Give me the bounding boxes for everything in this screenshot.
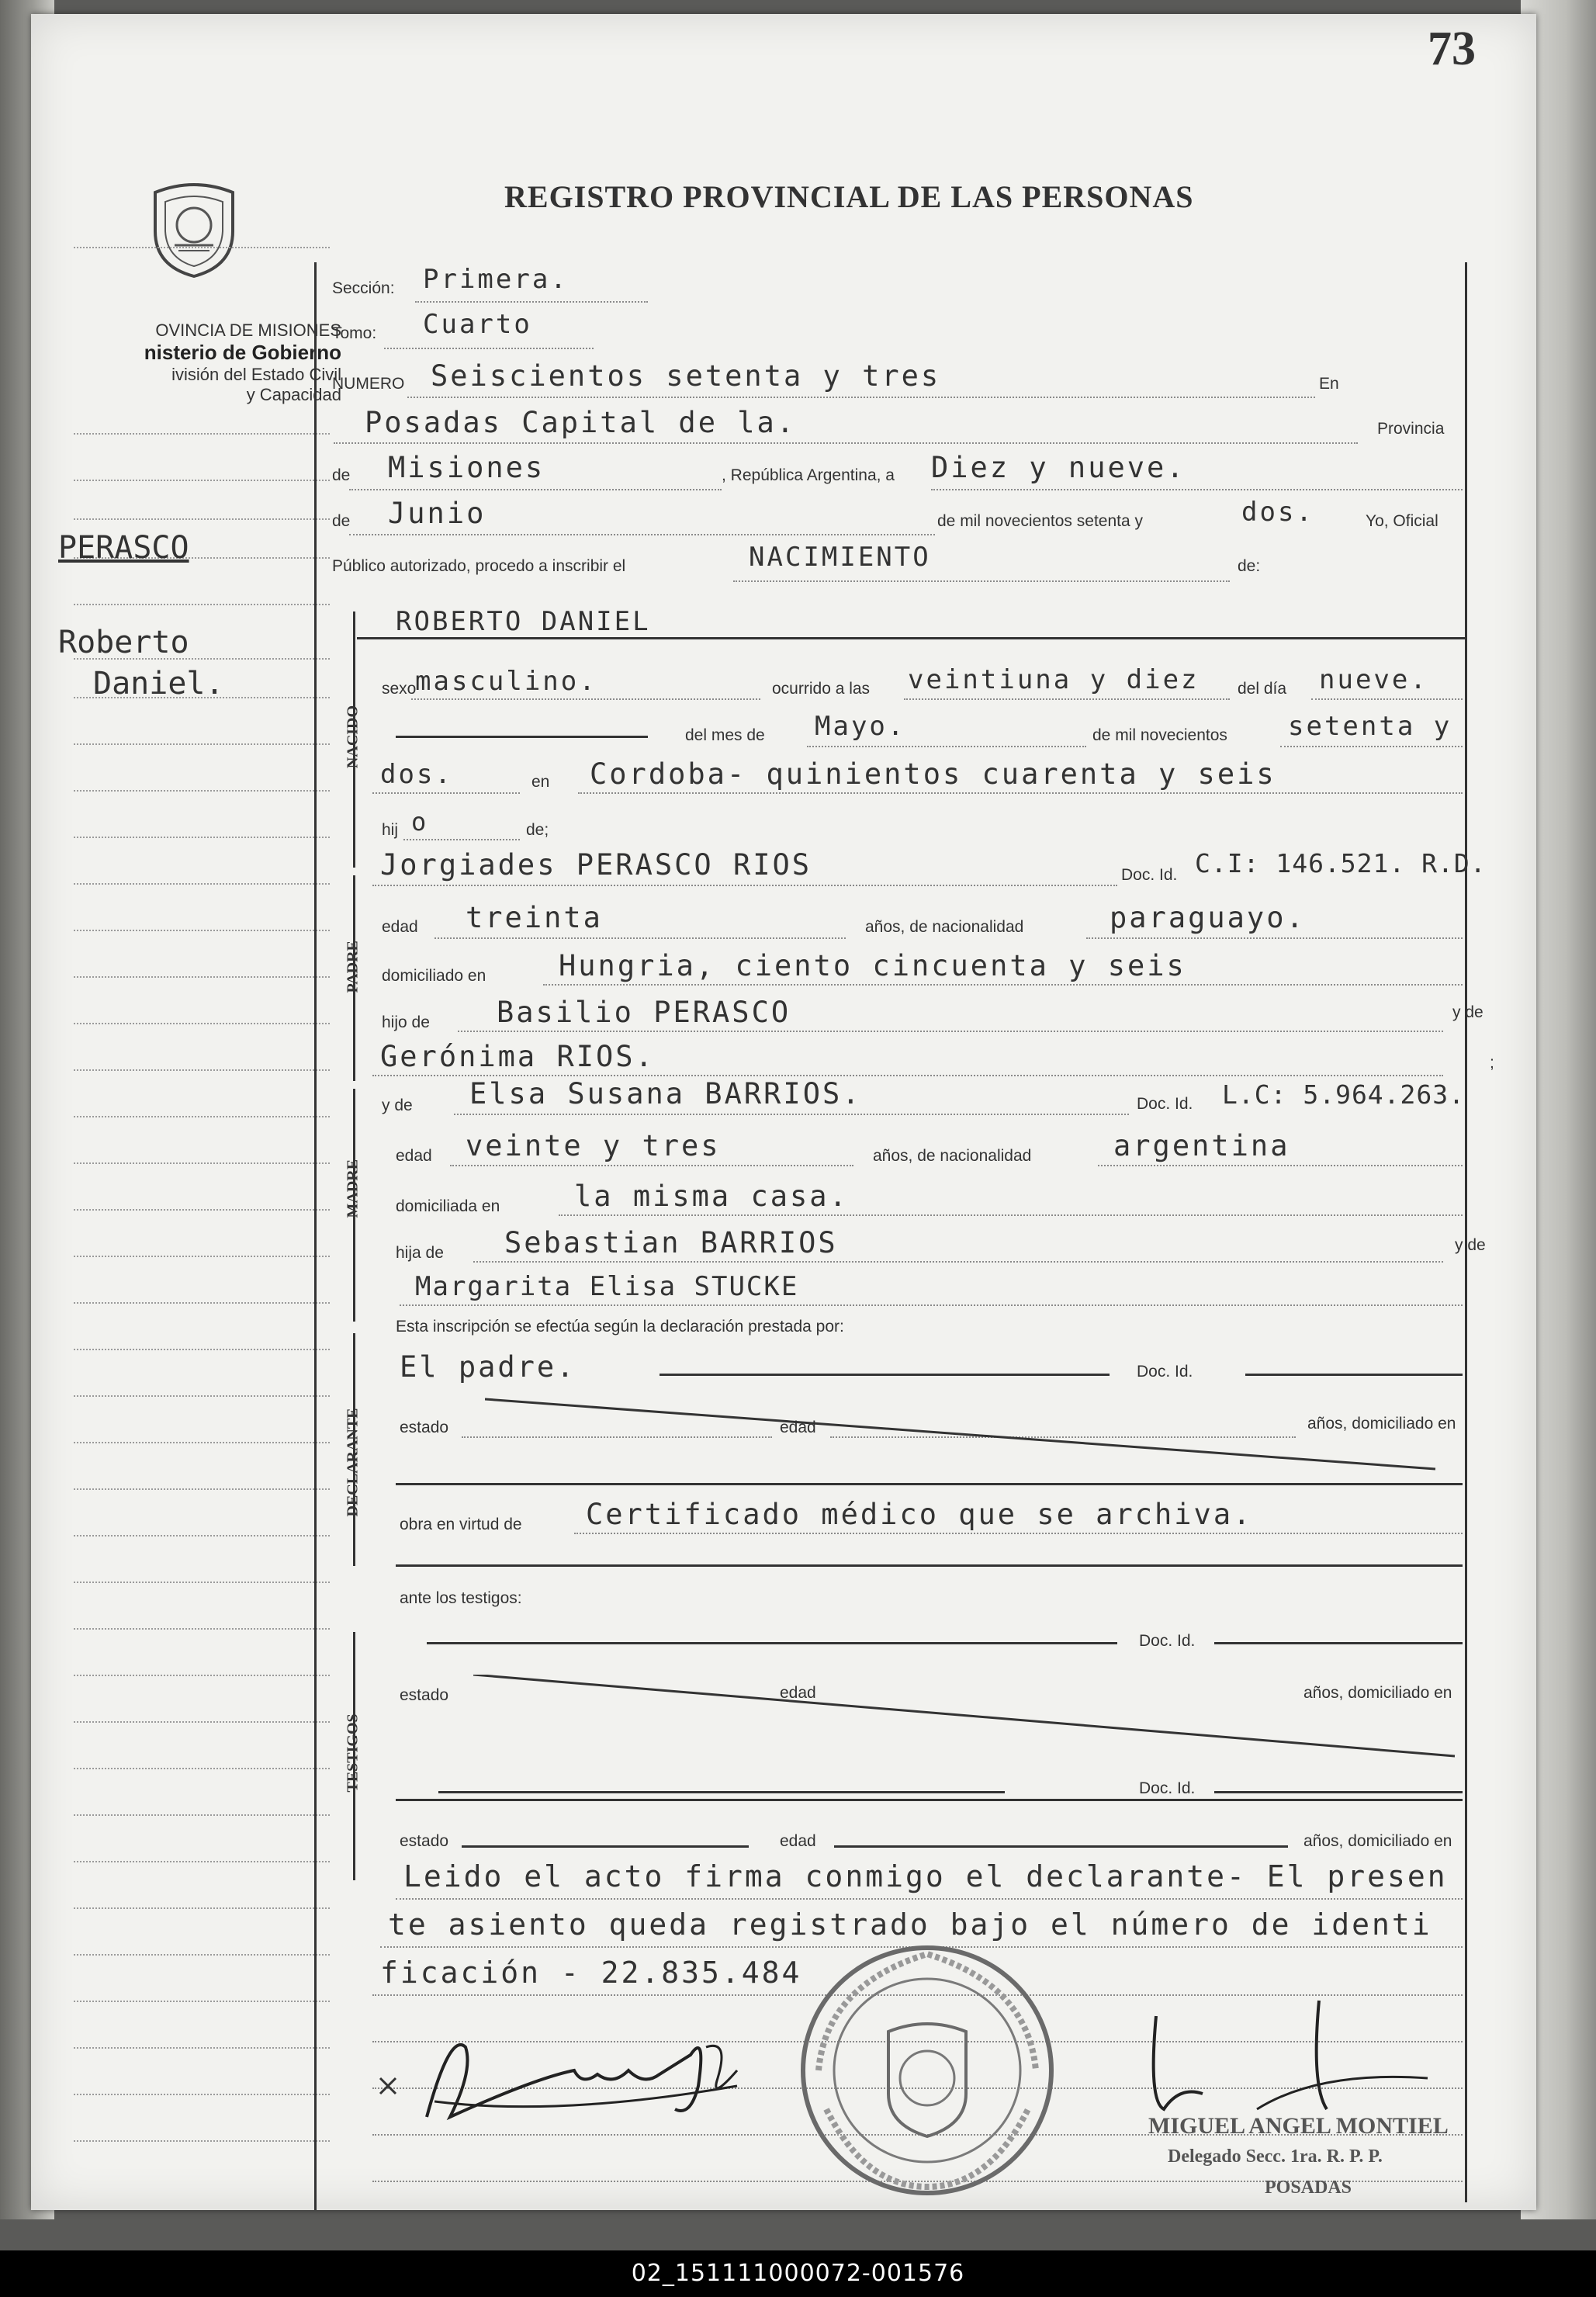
testigo2-estado-label: estado [400,1832,449,1850]
anio-nacimiento-value-2: dos. [380,759,453,790]
madre-domicilio-label: domiciliada en [396,1197,500,1215]
testigo1-domicilio-label: años, domiciliado en [1303,1684,1452,1702]
testigo1-strikeout [473,1675,1459,1760]
anio-nacimiento-value: setenta y [1288,711,1452,742]
declarante-domicilio-label: años, domiciliado en [1307,1415,1456,1433]
obra-label: obra en virtud de [400,1516,522,1533]
register-page [31,14,1536,2210]
acto-value: NACIMIENTO [749,542,931,573]
declaracion-label: Esta inscripción se efectúa según la declaración prestada por: [396,1318,844,1336]
padre-domicilio-label: domiciliado en [382,967,486,985]
nombre-value: ROBERTO DANIEL [396,606,651,637]
province-name: OVINCIA DE MISIONES [155,320,341,340]
cierre-linea-1: Leido el acto firma conmigo el declarante- El presen [403,1859,1448,1893]
form-right-border [1465,262,1467,2202]
padre-domicilio-value: Hungria, ciento cincuenta y seis [559,949,1186,982]
form-left-border [314,262,317,2210]
hora-value: veintiuna y diez [908,664,1200,695]
seccion-value: Primera. [423,264,569,295]
de-colon-label: de: [1238,557,1261,575]
lugar-nacimiento-value: Cordoba- quinientos cuarenta y seis [590,757,1276,791]
mes-nacimiento-value: Mayo. [815,711,906,742]
page-number: 73 [1428,23,1476,75]
provincia-label: Provincia [1377,420,1445,438]
padre-nacionalidad-value: paraguayo. [1110,901,1306,934]
padre-section-label: PADRE [344,941,362,993]
mil-novecientos-label: de mil novecientos setenta y [937,512,1143,530]
madre-doc-label: Doc. Id. [1137,1095,1193,1113]
testigo2-domicilio-label: años, domiciliado en [1303,1832,1452,1850]
de-label-2: de [332,512,351,530]
testigos-section-label: TESTIGOS [344,1713,362,1793]
padre-semicolon: ; [1490,1054,1494,1072]
madre-hija-de-label: hija de [396,1244,444,1262]
padre-doc-value: C.I: 146.521. R.D. [1195,848,1487,878]
abuelo-paterno-value: Basilio PERASCO [497,996,791,1029]
padre-y-de-label: y de [1452,1003,1483,1021]
provincia-value: Misiones [388,451,545,484]
margin-given-name: Roberto [58,625,189,660]
official-name: MIGUEL ANGEL MONTIEL [1148,2113,1449,2139]
declarante-edad-label: edad [780,1419,816,1436]
sexo-value: masculino. [415,666,597,697]
tomo-value: Cuarto [423,309,532,340]
margin-surname: PERASCO [58,530,189,566]
padre-nombre-value: Jorgiades PERASCO RIOS [380,848,812,882]
hijo-label: hij [382,821,399,839]
dia-nacimiento-value: nueve. [1319,664,1428,695]
declarant-signature [365,2001,768,2140]
padre-edad-label: edad [382,918,418,936]
numero-label: NUMERO [332,375,405,393]
division-name-2: y Capacidad [246,385,341,404]
del-mes-label: del mes de [685,726,765,744]
testigo1-doc-label: Doc. Id. [1139,1632,1196,1650]
margin-given-name-2: Daniel. [93,666,224,702]
lugar-value: Posadas Capital de la. [365,406,797,439]
dia-value: Diez y nueve. [931,451,1186,484]
declarante-strikeout [485,1391,1439,1477]
testigos-label: ante los testigos: [400,1589,522,1607]
official-city: POSADAS [1265,2177,1352,2198]
madre-y-de-label: y de [382,1097,413,1114]
publico-label: Público autorizado, procedo a inscribir el [332,557,626,575]
ocurrido-label: ocurrido a las [772,680,871,698]
declarante-value: El padre. [400,1350,576,1384]
del-dia-label: del día [1238,680,1287,698]
de-semicolon-label: de; [526,821,549,839]
mil-novecientos-label-2: de mil novecientos [1092,726,1227,744]
abuela-paterna-value: Gerónima RIOS. [380,1040,655,1073]
cierre-linea-2: te asiento queda registrado bajo el número de identi [388,1907,1432,1942]
de-label: de [332,466,351,484]
mes-value: Junio [388,497,486,530]
declarante-doc-label: Doc. Id. [1137,1363,1193,1381]
madre-edad-value: veinte y tres [466,1129,721,1162]
testigo2-edad-label: edad [780,1832,816,1850]
madre-nacionalidad-value: argentina [1113,1129,1290,1162]
madre-domicilio-value: la misma casa. [574,1180,849,1213]
madre-nombre-value: Elsa Susana BARRIOS. [469,1077,862,1110]
testigo1-edad-label: edad [780,1684,816,1702]
page-title: REGISTRO PROVINCIAL DE LAS PERSONAS [504,179,1194,214]
republica-label: , República Argentina, a [722,466,895,484]
testigo1-estado-label: estado [400,1686,449,1704]
abuelo-materno-value: Sebastian BARRIOS [504,1226,838,1259]
madre-y-de-label-2: y de [1455,1236,1486,1254]
madre-nacionalidad-label: años, de nacionalidad [873,1147,1032,1165]
tomo-label: Tomo: [332,324,377,342]
official-seal-stamp [795,1938,1059,2202]
madre-edad-label: edad [396,1147,432,1165]
image-id-footer: 02_151111000072-001576 [0,2250,1596,2297]
cierre-linea-3: ficación - 22.835.484 [380,1956,802,1990]
nacido-section-label: NACIDO [344,705,362,769]
yo-oficial-label: Yo, Oficial [1366,512,1438,530]
official-title: Delegado Secc. 1ra. R. P. P. [1168,2146,1383,2167]
sexo-label: sexo [382,680,417,698]
anio-value: dos. [1241,497,1314,528]
padre-edad-value: treinta [466,901,603,934]
testigo2-doc-label: Doc. Id. [1139,1779,1196,1797]
madre-doc-value: L.C: 5.964.263. [1222,1079,1466,1110]
abuela-materna-value: Margarita Elisa STUCKE [415,1271,799,1302]
numero-value: Seiscientos setenta y tres [431,359,941,393]
padre-nacionalidad-label: años, de nacionalidad [865,918,1024,936]
declarante-section-label: DECLARANTE [344,1408,362,1517]
madre-section-label: MADRE [344,1159,362,1218]
official-signature [1117,1993,1443,2117]
provincial-crest-icon [144,177,244,278]
hijo-suffix-value: o [411,807,429,837]
padre-doc-label: Doc. Id. [1121,866,1178,884]
ministry-name: nisterio de Gobierno [144,341,341,364]
en-label-2: en [531,773,550,791]
seccion-label: Sección: [332,279,395,297]
certificado-value: Certificado médico que se archiva. [586,1498,1253,1531]
en-label: En [1319,375,1339,393]
division-name: ivisión del Estado Civil [171,365,341,384]
issuing-office [62,320,341,405]
declarante-estado-label: estado [400,1419,449,1436]
padre-hijo-de-label: hijo de [382,1013,430,1031]
